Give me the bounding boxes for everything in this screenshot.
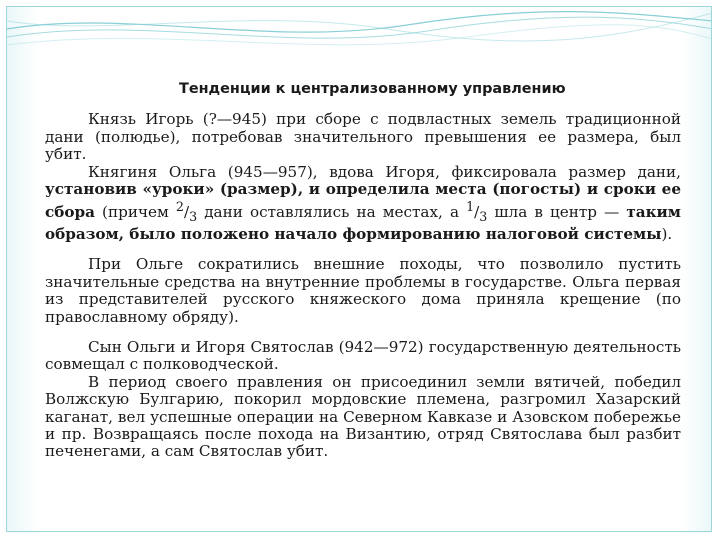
text-run: Княгиня Ольга (945—957), вдова Игоря, фиксировала размер дани, bbox=[88, 162, 681, 181]
decorative-waves bbox=[7, 7, 712, 67]
slide-title: Тенденции к централизованному управлению bbox=[179, 81, 566, 97]
slide-content bbox=[45, 81, 681, 461]
fraction-denominator: 3 bbox=[479, 209, 488, 225]
paragraph-igor: Князь Игорь (?—945) при сборе с подвластных земель традиционной дани (полюдье), потребовав значительного превышения ее размера, был убит. bbox=[45, 110, 681, 164]
text-run: дани оставлялись на местах, а bbox=[197, 203, 467, 222]
fraction-denominator: 3 bbox=[189, 209, 198, 225]
text-run: ). bbox=[661, 224, 673, 243]
fraction-numerator: 1 bbox=[466, 199, 475, 215]
paragraph-olga: Княгиня Ольга (945—957), вдова Игоря, фиксировала размер дани, установив «уроки» (размер), и определила места (погосты) и сроки ее сбора (причем $^2/_3$ дани оставлялись на местах, а $^1/_3$ шла в центр — таким образом, было положено начало формированию налоговой системы). bbox=[45, 162, 682, 243]
wave-line bbox=[7, 12, 712, 32]
text-run: (причем bbox=[94, 203, 176, 222]
bold-text-run: установив «уроки» (размер), и определила места (погосты) и сроки ее сбора bbox=[45, 180, 681, 222]
paragraph-olga-reforms: При Ольге сократились внешние походы, что позволило пустить значительные средства на внутренние проблемы в государстве. Ольга первая из представителей русского княжеского дома приняла крещение (по православному обряду). bbox=[45, 255, 681, 326]
fraction-numerator: 2 bbox=[175, 199, 184, 215]
paragraph-svyatoslav: Сын Ольги и Игоря Святослав (942—972) государственную деятельность совмещал с полководческой. bbox=[45, 337, 681, 374]
bold-text-run: таким образом, было положено начало формированию налоговой системы bbox=[45, 203, 682, 243]
text-run: шла в центр — bbox=[487, 203, 627, 222]
paragraph-svyatoslav-campaigns: В период своего правления он присоединил земли вятичей, победил Волжскую Булгарию, покорил мордовские племена, разгромил Хазарский каганат, вел успешные операции на Северном Кавказе и Азовском побережье и пр. Возвращаясь после похода на Византию, отряд Святослава был разбит печенегами, а сам Святослав убит. bbox=[45, 372, 681, 461]
slide-frame bbox=[6, 6, 712, 532]
